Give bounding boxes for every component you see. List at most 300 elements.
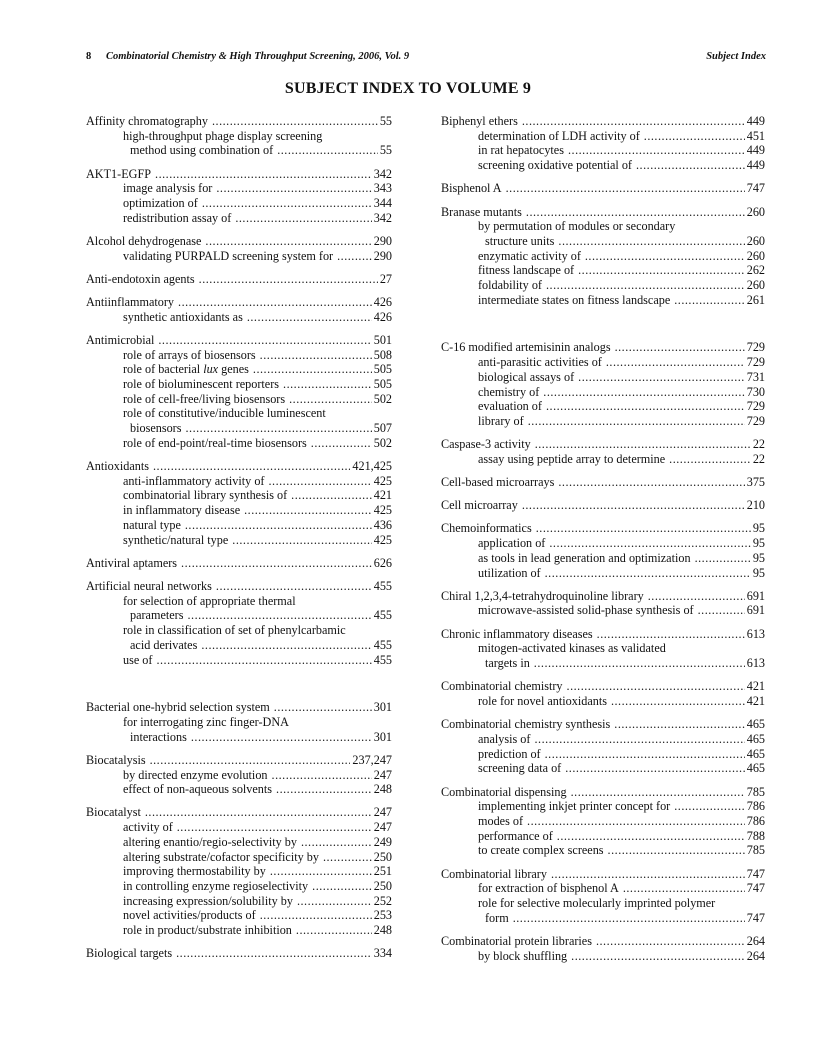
dot-leader xyxy=(260,908,372,923)
index-line xyxy=(86,474,392,489)
index-line xyxy=(86,908,392,923)
index-line xyxy=(86,167,392,182)
page-reference: 248 xyxy=(373,782,392,797)
dot-leader xyxy=(156,653,371,668)
index-entry xyxy=(86,295,392,324)
index-term-text: for interrogating zinc finger-DNA xyxy=(123,714,289,729)
index-term-text: by block shuffling xyxy=(478,948,568,963)
index-line xyxy=(441,114,765,129)
index-line xyxy=(86,623,392,638)
section-name: Subject Index xyxy=(706,51,766,62)
index-entry xyxy=(441,340,765,428)
index-line xyxy=(441,717,765,732)
page-title: SUBJECT INDEX TO VOLUME 9 xyxy=(284,80,532,97)
index-line xyxy=(441,521,765,536)
page-reference: 421 xyxy=(746,679,765,694)
index-line xyxy=(86,923,392,938)
index-term-text: altering substrate/cofactor specificity by xyxy=(123,849,319,864)
dot-leader xyxy=(297,894,372,909)
dot-leader xyxy=(527,814,745,829)
page-reference: 27 xyxy=(379,271,392,286)
index-term-text: application of xyxy=(478,536,546,551)
index-line xyxy=(86,768,392,783)
page-reference: 465 xyxy=(746,746,765,761)
index-term-text: biological assays of xyxy=(478,369,575,384)
index-term-text: Artificial neural networks xyxy=(86,578,212,593)
page-reference: 455 xyxy=(373,652,392,667)
dot-leader xyxy=(596,934,745,949)
index-line xyxy=(441,627,765,642)
index-term-text: implementing inkjet printer concept for xyxy=(478,799,671,814)
index-entry xyxy=(86,700,392,744)
index-term-text: interactions xyxy=(130,729,187,744)
dot-leader xyxy=(191,730,372,745)
index-term-text: anti-inflammatory activity of xyxy=(123,473,265,488)
page-reference: 613 xyxy=(746,626,765,641)
index-line xyxy=(86,894,392,909)
page-reference: 729 xyxy=(746,399,765,414)
dot-leader xyxy=(698,603,745,618)
dot-leader xyxy=(674,293,744,308)
index-line xyxy=(441,475,765,490)
index-term-text: novel activities/products of xyxy=(123,908,256,923)
index-term-text: Chiral 1,2,3,4-tetrahydroquinoline library xyxy=(441,588,644,603)
index-entry xyxy=(441,181,765,196)
index-line xyxy=(441,399,765,414)
index-line xyxy=(86,377,392,392)
dot-leader xyxy=(558,475,744,490)
index-entry xyxy=(86,753,392,797)
dot-leader xyxy=(153,459,350,474)
index-entry xyxy=(441,437,765,466)
page-reference: 449 xyxy=(746,158,765,173)
index-term-text: C-16 modified artemisinin analogs xyxy=(441,340,611,355)
index-term-text: Chronic inflammatory diseases xyxy=(441,626,593,641)
dot-leader xyxy=(244,503,372,518)
page-reference: 342 xyxy=(373,210,392,225)
index-line xyxy=(441,785,765,800)
dot-leader xyxy=(283,377,372,392)
index-line xyxy=(86,533,392,548)
index-term-text: combinatorial library synthesis of xyxy=(123,488,288,503)
index-line xyxy=(86,310,392,325)
page-reference: 262 xyxy=(746,263,765,278)
page-reference: 729 xyxy=(746,355,765,370)
index-term-text: analysis of xyxy=(478,731,531,746)
page-reference: 344 xyxy=(373,196,392,211)
index-term-text: in inflammatory disease xyxy=(123,503,241,518)
dot-leader xyxy=(546,399,745,414)
dot-leader xyxy=(232,533,371,548)
index-term-text: role of bacterial lux genes xyxy=(123,362,249,377)
index-term-text: role of cell-free/living biosensors xyxy=(123,391,286,406)
dot-leader xyxy=(636,158,745,173)
page-reference: 465 xyxy=(746,717,765,732)
index-term-text: role for selective molecularly imprinted polymer xyxy=(478,895,716,910)
index-line xyxy=(441,158,765,173)
page-reference: 425 xyxy=(373,503,392,518)
page-reference: 261 xyxy=(746,292,765,307)
index-column-right xyxy=(441,114,765,972)
index-term-text: to create complex screens xyxy=(478,843,604,858)
page-reference: 455 xyxy=(373,637,392,652)
page-reference: 247 xyxy=(373,820,392,835)
page-reference: 260 xyxy=(746,204,765,219)
dot-leader xyxy=(272,768,372,783)
index-term-text: Cell-based microarrays xyxy=(441,475,555,490)
page-reference: 425 xyxy=(373,473,392,488)
index-line xyxy=(86,196,392,211)
page-reference: 55 xyxy=(379,114,392,128)
index-line xyxy=(86,348,392,363)
dot-leader xyxy=(205,234,371,249)
page-reference: 426 xyxy=(373,295,392,310)
index-line xyxy=(441,234,765,249)
index-term-text: determination of LDH activity of xyxy=(478,128,640,143)
index-entry xyxy=(86,167,392,226)
index-line xyxy=(441,278,765,293)
page-reference: 747 xyxy=(746,881,765,896)
index-term-text: chemistry of xyxy=(478,384,540,399)
index-line xyxy=(86,129,392,144)
index-line xyxy=(441,603,765,618)
index-term-text: synthetic antioxidants as xyxy=(123,309,243,324)
index-line xyxy=(86,518,392,533)
dot-leader xyxy=(522,498,745,513)
index-term-text: Biological targets xyxy=(86,946,173,961)
dot-leader xyxy=(276,782,372,797)
index-term-text: by permutation of modules or secondary xyxy=(478,219,676,234)
page-reference: 505 xyxy=(373,362,392,377)
dot-leader xyxy=(274,700,372,715)
index-term-text: Branase mutants xyxy=(441,204,522,219)
index-entry xyxy=(441,205,765,308)
index-term-text: effect of non-aqueous solvents xyxy=(123,782,273,797)
index-term-text: activity of xyxy=(123,820,173,835)
index-line xyxy=(86,295,392,310)
dot-leader xyxy=(260,348,372,363)
index-term-text: redistribution assay of xyxy=(123,210,232,225)
index-line xyxy=(86,211,392,226)
page-reference: 451 xyxy=(746,128,765,143)
index-term-text: use of xyxy=(123,652,153,667)
index-line xyxy=(441,694,765,709)
page-reference: 626 xyxy=(373,555,392,570)
index-line xyxy=(441,679,765,694)
dot-leader xyxy=(536,521,751,536)
dot-leader xyxy=(568,143,745,158)
dot-leader xyxy=(268,474,371,489)
page-reference: 210 xyxy=(746,498,765,513)
index-term-text: Biocatalyst xyxy=(86,805,141,820)
dot-leader xyxy=(277,143,378,158)
dot-leader xyxy=(534,656,745,671)
dot-leader xyxy=(178,295,372,310)
page-reference: 375 xyxy=(746,475,765,490)
index-term-text: Chemoinformatics xyxy=(441,521,532,536)
index-line xyxy=(441,881,765,896)
index-line xyxy=(441,814,765,829)
index-entry xyxy=(441,679,765,708)
dot-leader xyxy=(549,536,750,551)
dot-leader xyxy=(177,820,372,835)
page-reference: 421 xyxy=(373,488,392,503)
dot-leader xyxy=(212,114,378,129)
index-line xyxy=(86,850,392,865)
index-term-text: anti-parasitic activities of xyxy=(478,355,602,370)
page-reference: 731 xyxy=(746,369,765,384)
index-term-text: biosensors xyxy=(130,421,182,436)
index-term-text: role of arrays of biosensors xyxy=(123,347,256,362)
index-term-text: Antiviral aptamers xyxy=(86,555,178,570)
page-reference: 425 xyxy=(373,532,392,547)
index-term-text: role for novel antioxidants xyxy=(478,694,607,708)
index-term-text: modes of xyxy=(478,813,524,828)
page-reference: 342 xyxy=(373,166,392,181)
index-line xyxy=(86,579,392,594)
dot-leader xyxy=(337,249,372,264)
index-term-text: performance of xyxy=(478,828,553,843)
page-reference: 421 xyxy=(746,694,765,708)
dot-leader xyxy=(648,589,745,604)
page-reference: 301 xyxy=(373,700,392,715)
index-line xyxy=(86,700,392,715)
index-line xyxy=(86,234,392,249)
dot-leader xyxy=(565,761,744,776)
index-term-text: high-throughput phage display screening xyxy=(123,128,323,143)
dot-leader xyxy=(578,370,745,385)
index-line xyxy=(86,556,392,571)
index-entry xyxy=(86,556,392,571)
page-reference: 22 xyxy=(752,437,765,452)
index-term-text: Biocatalysis xyxy=(86,752,146,767)
dot-leader xyxy=(216,181,371,196)
index-line xyxy=(86,946,392,961)
page-reference: 290 xyxy=(373,248,392,263)
index-term-text: Combinatorial library xyxy=(441,866,547,881)
index-line xyxy=(86,782,392,797)
index-line xyxy=(86,638,392,653)
index-term-text: in controlling enzyme regioselectivity xyxy=(123,878,309,893)
page-reference: 449 xyxy=(746,114,765,128)
dot-leader xyxy=(513,911,745,926)
index-term-text: acid derivates xyxy=(130,637,198,652)
index-term-text: validating PURPALD screening system for xyxy=(123,248,334,263)
dot-leader xyxy=(199,272,378,287)
page-reference: 691 xyxy=(746,588,765,603)
index-entry xyxy=(441,114,765,173)
page-reference: 264 xyxy=(746,933,765,948)
index-term-text: Combinatorial protein libraries xyxy=(441,933,592,948)
index-term-text: Bacterial one-hybrid selection system xyxy=(86,700,270,715)
index-entry xyxy=(86,114,392,158)
index-term-text: Combinatorial chemistry synthesis xyxy=(441,717,611,732)
dot-leader xyxy=(578,263,745,278)
dot-leader xyxy=(522,114,745,129)
index-line xyxy=(441,263,765,278)
dot-leader xyxy=(185,518,372,533)
page-reference: 264 xyxy=(746,948,765,963)
index-line xyxy=(86,864,392,879)
dot-leader xyxy=(528,414,745,429)
dot-leader xyxy=(187,608,371,623)
dot-leader xyxy=(145,805,372,820)
index-line xyxy=(441,829,765,844)
index-term-text: Combinatorial dispensing xyxy=(441,784,567,799)
index-line xyxy=(441,370,765,385)
index-line xyxy=(441,437,765,452)
page-reference: 505 xyxy=(373,377,392,392)
dot-leader xyxy=(311,436,372,451)
page-reference: 786 xyxy=(746,813,765,828)
page-reference: 249 xyxy=(373,834,392,849)
index-term-text: Antiinflammatory xyxy=(86,295,175,310)
index-term-text: assay using peptide array to determine xyxy=(478,451,666,466)
page-reference: 252 xyxy=(373,893,392,908)
dot-leader xyxy=(597,627,745,642)
dot-leader xyxy=(526,205,745,220)
dot-leader xyxy=(571,785,745,800)
index-line xyxy=(441,551,765,566)
dot-leader xyxy=(181,556,372,571)
page-reference: 260 xyxy=(746,233,765,248)
page-reference: 237,247 xyxy=(352,752,392,767)
index-line xyxy=(441,934,765,949)
index-term-text: Biphenyl ethers xyxy=(441,114,518,128)
dot-leader xyxy=(608,843,745,858)
index-line xyxy=(86,805,392,820)
index-line xyxy=(86,608,392,623)
page-reference: 455 xyxy=(373,578,392,593)
index-line xyxy=(441,747,765,762)
index-line xyxy=(86,249,392,264)
dot-leader xyxy=(185,421,371,436)
dot-leader xyxy=(695,551,751,566)
index-entry xyxy=(441,475,765,490)
index-line xyxy=(86,879,392,894)
dot-leader xyxy=(323,850,372,865)
index-term-text: targets in xyxy=(485,656,530,671)
dot-leader xyxy=(216,579,372,594)
index-term-text: form xyxy=(485,910,509,925)
dot-leader xyxy=(235,211,371,226)
dot-leader xyxy=(546,278,745,293)
index-term-text: improving thermostability by xyxy=(123,864,266,879)
dot-leader xyxy=(545,747,745,762)
index-term-text: prediction of xyxy=(478,746,541,761)
page-reference: 613 xyxy=(746,656,765,671)
page-reference: 747 xyxy=(746,910,765,925)
page-reference: 785 xyxy=(746,784,765,799)
index-term-text: enzymatic activity of xyxy=(478,248,581,263)
dot-leader xyxy=(301,835,372,850)
index-term-text: for selection of appropriate thermal xyxy=(123,593,296,608)
page-reference: 343 xyxy=(373,181,392,196)
index-entry xyxy=(441,867,765,926)
index-line xyxy=(86,421,392,436)
index-line xyxy=(441,129,765,144)
index-line xyxy=(441,414,765,429)
dot-leader xyxy=(158,333,371,348)
index-line xyxy=(441,761,765,776)
index-line xyxy=(441,340,765,355)
page-reference: 747 xyxy=(746,866,765,881)
index-term-text: parameters xyxy=(130,608,184,623)
index-line xyxy=(441,355,765,370)
dot-leader xyxy=(585,249,745,264)
index-line xyxy=(441,219,765,234)
index-term-text: Alcohol dehydrogenase xyxy=(86,233,202,248)
index-line xyxy=(441,589,765,604)
index-term-text: natural type xyxy=(123,517,181,532)
dot-leader xyxy=(557,829,745,844)
index-term-text: structure units xyxy=(485,233,555,248)
index-entry xyxy=(441,627,765,671)
index-line xyxy=(86,114,392,129)
page-reference: 508 xyxy=(373,347,392,362)
index-entry xyxy=(441,934,765,963)
page-reference: 465 xyxy=(746,761,765,776)
page-reference: 301 xyxy=(373,729,392,744)
dot-leader xyxy=(312,879,372,894)
index-term-text: Caspase-3 activity xyxy=(441,437,531,452)
index-term-text: synthetic/natural type xyxy=(123,532,229,547)
index-term-text: role in classification of set of phenylcarbamic xyxy=(123,623,346,638)
index-entry xyxy=(441,785,765,859)
index-line xyxy=(441,656,765,671)
dot-leader xyxy=(201,638,371,653)
index-column-left xyxy=(86,114,392,969)
dot-leader xyxy=(674,799,744,814)
index-entry xyxy=(86,272,392,287)
dot-leader xyxy=(270,864,372,879)
index-entry xyxy=(441,521,765,580)
index-line xyxy=(441,293,765,308)
page-reference: 250 xyxy=(373,849,392,864)
index-term-text: evaluation of xyxy=(478,399,542,414)
page-reference: 421,425 xyxy=(352,459,392,474)
page-reference: 729 xyxy=(746,340,765,355)
index-line xyxy=(441,143,765,158)
dot-leader xyxy=(535,437,751,452)
index-term-text: in rat hepatocytes xyxy=(478,143,564,158)
index-term-text: role of end-point/real-time biosensors xyxy=(123,435,307,450)
page-reference: 507 xyxy=(373,421,392,436)
index-term-text: Bisphenol A xyxy=(441,181,502,196)
page-reference: 786 xyxy=(746,799,765,814)
index-term-text: Antioxidants xyxy=(86,459,149,474)
index-term-text: Combinatorial chemistry xyxy=(441,679,563,694)
page-reference: 95 xyxy=(752,550,765,565)
index-term-text: Cell microarray xyxy=(441,498,518,513)
dot-leader xyxy=(669,452,751,467)
index-line xyxy=(86,143,392,158)
index-term-text: AKT1-EGFP xyxy=(86,166,152,181)
page-reference: 691 xyxy=(746,603,765,618)
page-reference: 248 xyxy=(373,923,392,938)
index-line xyxy=(441,181,765,196)
index-line xyxy=(86,653,392,668)
index-entry xyxy=(86,946,392,961)
index-line xyxy=(441,385,765,400)
index-line xyxy=(441,249,765,264)
index-term-text: foldability of xyxy=(478,278,542,293)
page-reference: 501 xyxy=(373,332,392,347)
dot-leader xyxy=(623,881,745,896)
dot-leader xyxy=(289,392,372,407)
page-reference: 334 xyxy=(373,946,392,961)
page-reference: 788 xyxy=(746,828,765,843)
